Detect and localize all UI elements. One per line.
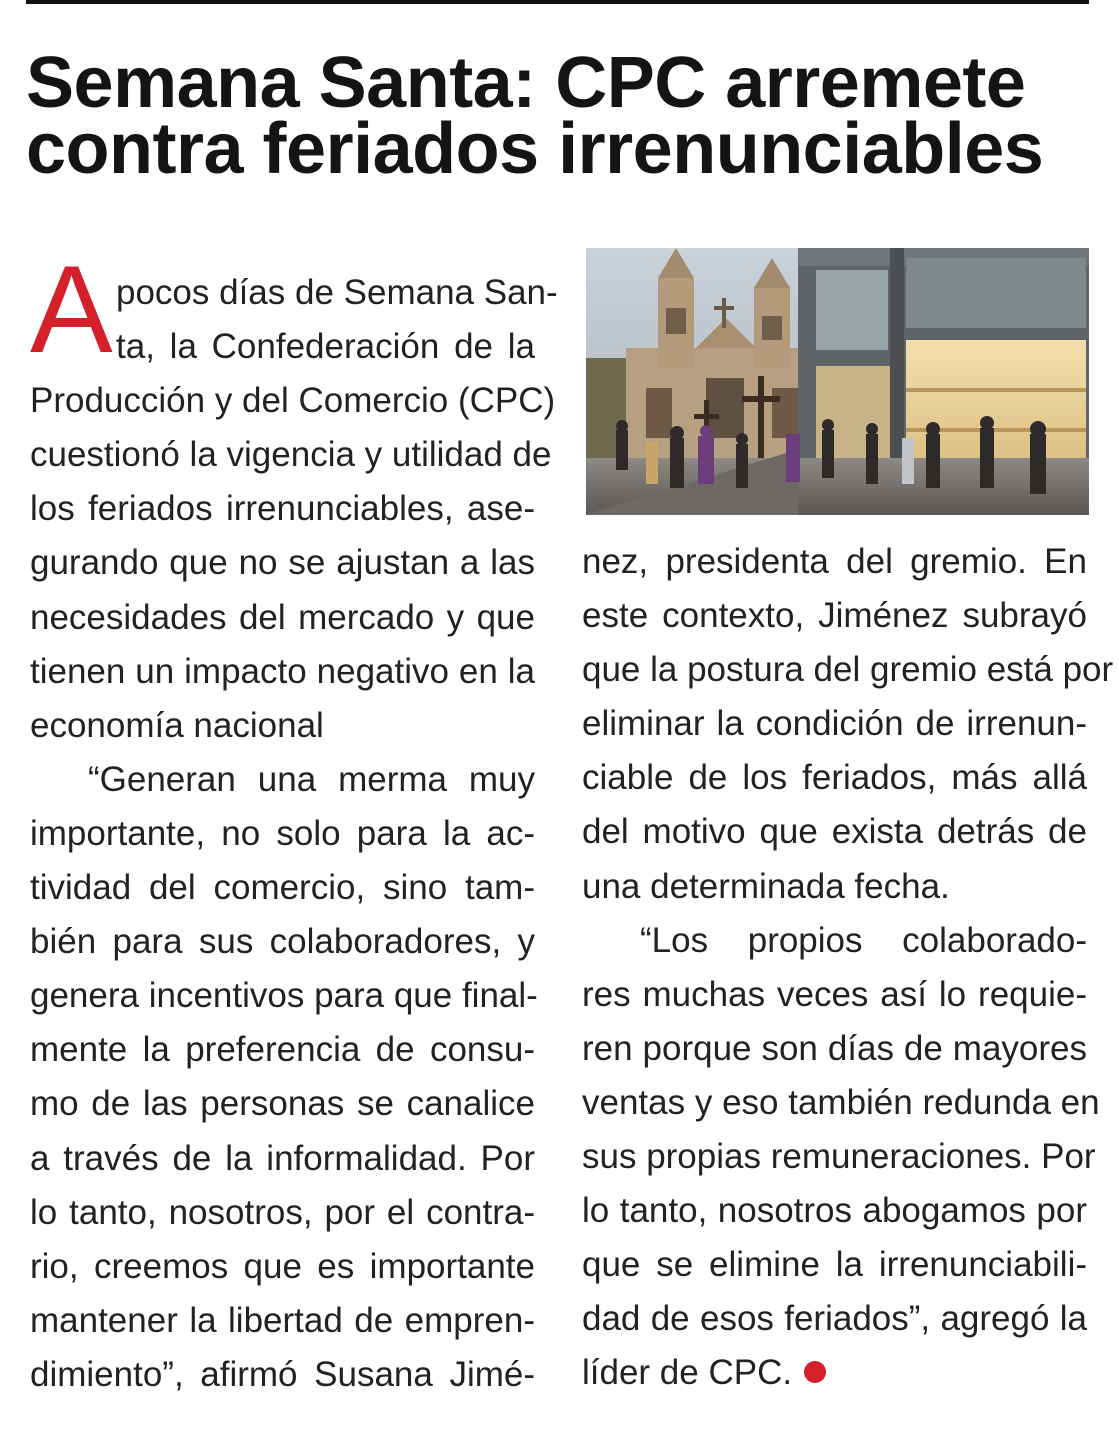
- body-line: este contexto, Jiménez subrayó: [582, 596, 1087, 636]
- body-line: importante, no solo para la ac-: [30, 813, 535, 853]
- body-line: mo de las personas se canalice: [30, 1084, 535, 1124]
- body-line: que se elimine la irrenunciabili-: [582, 1245, 1087, 1285]
- body-line: tienen un impacto negativo en la: [30, 651, 535, 691]
- body-line: pocos días de Semana San-: [116, 273, 558, 312]
- body-line: una determinada fecha.: [582, 866, 950, 906]
- body-line: del motivo que exista detrás de: [582, 812, 1087, 852]
- body-line: a través de la informalidad. Por: [30, 1138, 535, 1178]
- body-line: “Generan una merma muy: [88, 759, 535, 799]
- drop-cap: A: [30, 241, 113, 379]
- body-line-final: [582, 1346, 1087, 1400]
- final-line-text: líder de CPC.: [582, 1353, 793, 1393]
- body-line: rio, creemos que es importante: [30, 1246, 535, 1286]
- body-line: ventas y eso también redunda en: [582, 1082, 1100, 1122]
- headline: [26, 43, 1106, 189]
- cathedral-street-photo: [586, 248, 1089, 515]
- body-line: nez, presidenta del gremio. En: [582, 542, 1087, 581]
- body-line: eliminar la condición de irrenun-: [582, 704, 1087, 744]
- headline-line: Semana Santa: CPC arremete: [26, 43, 1026, 123]
- end-mark-icon: [804, 1361, 826, 1383]
- body-line: gurando que no se ajustan a las: [30, 543, 535, 583]
- body-line: tividad del comercio, sino tam-: [30, 868, 535, 908]
- body-line: dimiento”, afirmó Susana Jimé-: [30, 1354, 535, 1394]
- body-line: ciable de los feriados, más allá: [582, 758, 1087, 798]
- body-line: necesidades del mercado y que: [30, 597, 535, 637]
- body-line: lo tanto, nosotros, por el contra-: [30, 1192, 535, 1232]
- body-line: bién para sus colaboradores, y: [30, 922, 535, 962]
- body-line: “Los propios colaborado-: [640, 920, 1087, 960]
- body-line: los feriados irrenunciables, ase-: [30, 489, 535, 529]
- left-column: [30, 266, 558, 1402]
- body-line: ren porque son días de mayores: [582, 1028, 1087, 1068]
- right-column: [582, 535, 1114, 1401]
- body-line: mente la preferencia de consu-: [30, 1030, 535, 1070]
- body-line: lo tanto, nosotros abogamos por: [582, 1191, 1087, 1231]
- body-line: que la postura del gremio está por: [582, 650, 1114, 690]
- top-rule: [26, 0, 1089, 4]
- body-line: genera incentivos para que final-: [30, 976, 538, 1016]
- body-line: Producción y del Comercio (CPC): [30, 381, 556, 421]
- body-line: sus propias remuneraciones. Por: [582, 1137, 1096, 1177]
- body-line: res muchas veces así lo requie-: [582, 974, 1087, 1014]
- body-line: cuestionó la vigencia y utilidad de: [30, 435, 552, 475]
- body-line: mantener la libertad de empren-: [30, 1300, 535, 1340]
- body-line: dad de esos feriados”, agregó la: [582, 1299, 1087, 1339]
- body-line: economía nacional: [30, 705, 324, 745]
- headline-line: contra feriados irrenunciables: [26, 109, 1044, 189]
- body-line: ta, la Confederación de la: [116, 327, 535, 367]
